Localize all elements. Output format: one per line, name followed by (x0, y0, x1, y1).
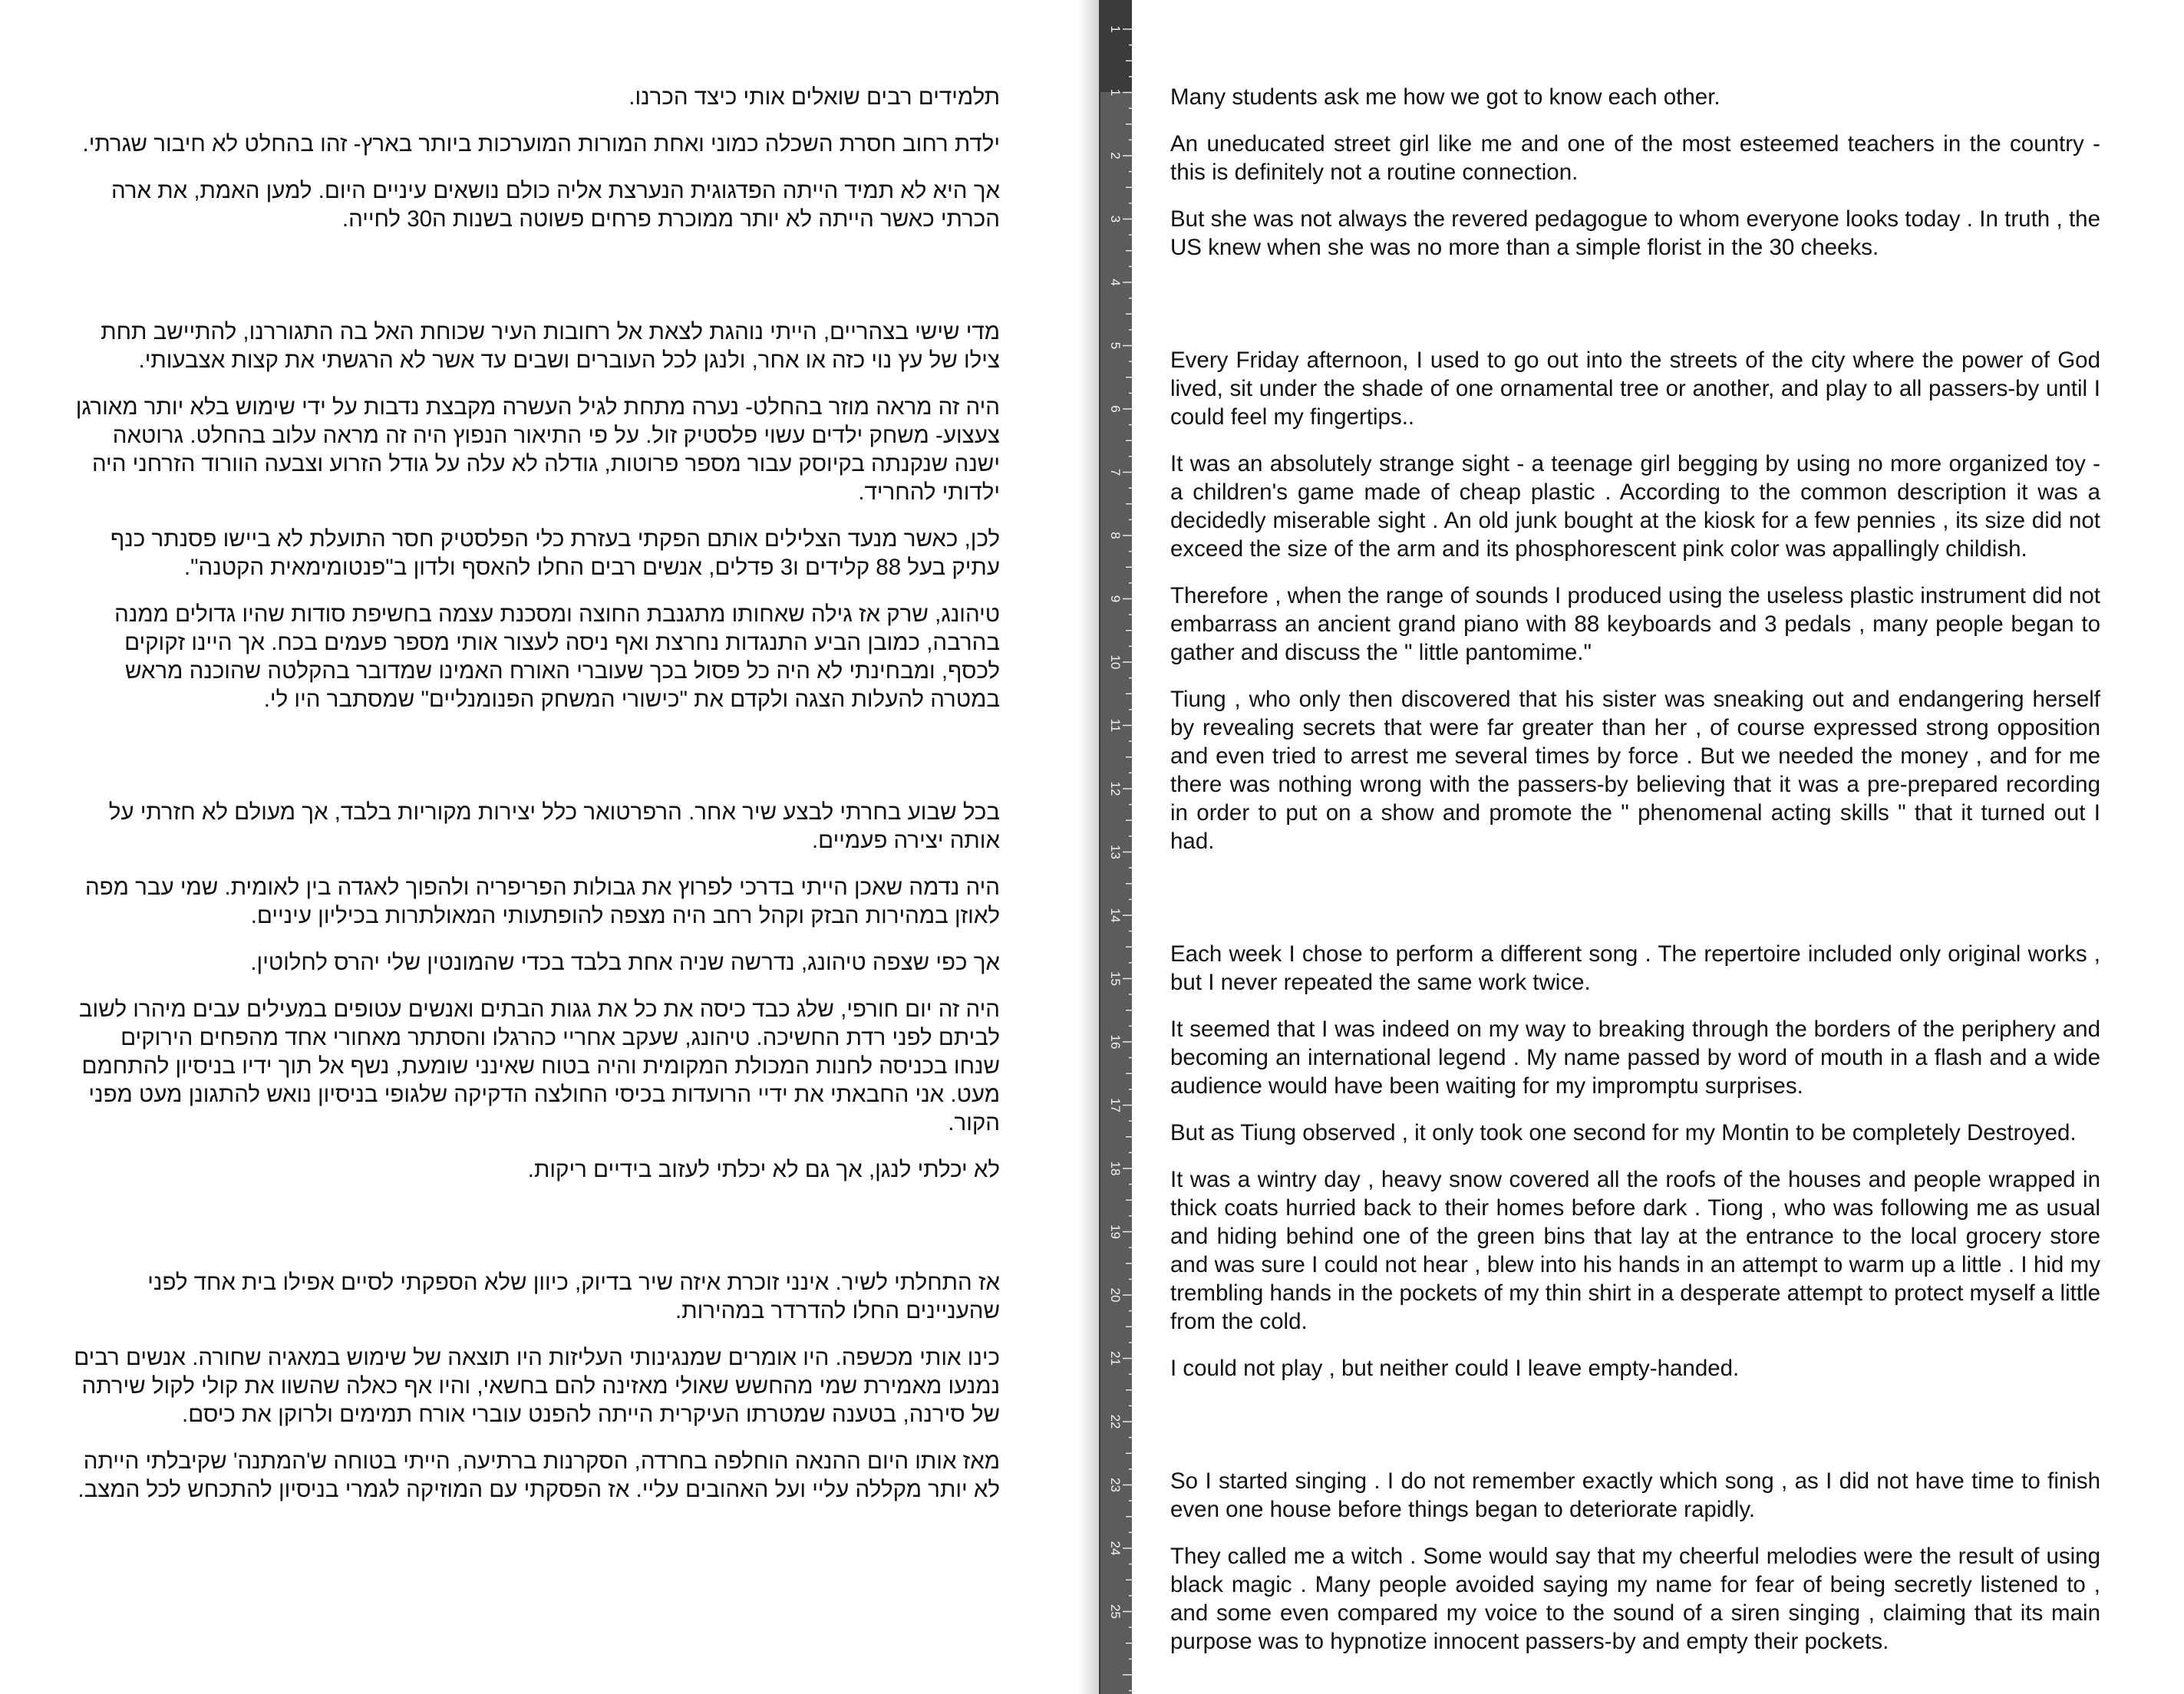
english-paragraph: Many students ask me how we got to know each other. (1170, 84, 1720, 110)
english-paragraph: I could not play , but neither could I leave empty-handed. (1170, 1356, 1740, 1381)
english-paragraph: It was a wintry day , heavy snow covered all the roofs of the houses and people wrapped in thick coats hurried back to their homes before dark . Tiong , who was following me as usual and hiding behind one of the green bins that lay at the entrance to the local grocery store and was sure I could not hear , blew into his hands in an attempt to warm up a little . I hid my trembling hands in the pockets of my thin shirt in a desperate attempt to protect myself a little from the cold. (1170, 1167, 2100, 1334)
ruler-number: 15 (1108, 971, 1123, 986)
hebrew-paragraph: היה נדמה שאכן הייתי בדרכי לפרוץ את גבולות הפריפריה ולהפוך לאגדה בין לאומית. שמי עבר מפה לאוזן במהירות הבזק וקהל רחב היה מצפה להופתעותי המאולתרות בכיליון עיניים. (84, 875, 1000, 928)
paragraph-gap (69, 252, 1000, 318)
hebrew-paragraph: מאז אותו היום ההנאה הוחלפה בחרדה, הסקרנות ברתיעה, הייתי בטוחה ש'המתנה' שקיבלתי הייתה לא יותר מקללה עליי ועל האהובים עליי. אז הפסקתי עם המוזיקה לגמרי בניסיון להתכחש לכל המצב. (78, 1448, 1000, 1502)
ruler-number: 12 (1108, 781, 1123, 796)
english-text-column (1170, 83, 2100, 1674)
ruler-number: 16 (1108, 1034, 1123, 1050)
ruler-number: 1 (1108, 88, 1123, 97)
ruler-number: 20 (1108, 1287, 1123, 1303)
paragraph-gap (1170, 1401, 2100, 1467)
vertical-ruler[interactable] (1099, 0, 1135, 1694)
english-page (1132, 0, 2184, 1694)
ruler-number: 19 (1108, 1224, 1123, 1239)
paragraph-gap (69, 1202, 1000, 1268)
hebrew-paragraph: אז התחלתי לשיר. אינני זוכרת איזה שיר בדיוק, כיוון שלא הספקתי לסיים אפילו בית אחד לפני שהעניינים החלו להדרדר במהירות. (147, 1270, 1000, 1323)
english-paragraph: Each week I chose to perform a different song . The repertoire included only original works , but I never repeated the same work twice. (1170, 941, 2100, 995)
hebrew-paragraph: היה זה מראה מוזר בהחלט- נערה מתחת לגיל העשרה מקבצת נדבות על ידי שימוש בלא יותר מאורגן צעצוע- משחק ילדים עשוי פלסטיק זול. על פי התיאור הנפוץ היה זה מראה עלוב בהחלט. גרוטאה ישנה שנקנתה בקיוסק עבור מספר פרוטות, גודלה לא עלה על גודל הזרוע וצבעה הוורוד הזרחני היה ילדותי להחריד. (75, 394, 1000, 505)
hebrew-paragraph: לא יכלתי לנגן, אך גם לא יכלתי לעזוב בידיים ריקות. (527, 1157, 1000, 1182)
english-paragraph: Every Friday afternoon, I used to go out into the streets of the city where the power of God lived, sit under the shade of one ornamental tree or another, and play to all passers-by until I could feel my fingertips.. (1170, 348, 2100, 430)
ruler-number: 21 (1108, 1351, 1123, 1366)
hebrew-paragraph: בכל שבוע בחרתי לבצע שיר אחר. הרפרטואר כלל יצירות מקוריות בלבד, אך מעולם לא חזרתי על אותה יצירה פעמיים. (108, 799, 1000, 853)
ruler-number: 9 (1108, 595, 1123, 603)
paragraph-gap (69, 732, 1000, 798)
ruler-number: 5 (1108, 341, 1123, 350)
hebrew-paragraph: טיהונג, שרק אז גילה שאחותו מתגנבת החוצה ומסכנת עצמה בחשיפת סודות שהיו גדולים ממנה בהרבה, כמובן הביע התנגדות נחרצת ואף ניסה לעצור אותי מספר פעמים בכח. אך היינו זקוקים לכסף, ומבחינתי לא היה כל פסול בכך שעוברי האורח האמינו שמדובר בהקלטה שהוכנה מראש במטרה להעלות הצגה ולקדם את "כישורי המשחק הפנומנליים" שמסתבר היו לי. (114, 601, 1000, 712)
hebrew-paragraph: אך היא לא תמיד הייתה הפדגוגית הנערצת אליה כולם נושאים עיניים היום. למען האמת, את ארה הכרתי כאשר הייתה לא יותר ממוכרת פרחים פשוטה בשנות ה30 לחייה. (111, 178, 1000, 232)
ruler-number: 23 (1108, 1478, 1123, 1492)
hebrew-text-column (69, 83, 1000, 1522)
paragraph-gap (1170, 280, 2100, 346)
ruler-number: 14 (1108, 908, 1123, 923)
ruler-number: 22 (1108, 1414, 1123, 1429)
english-paragraph: Therefore , when the range of sounds I produced using the useless plastic instrument did not embarrass an ancient grand piano with 88 keyboards and 3 pedals , many people began to gather and discuss the " little pantomime." (1170, 583, 2100, 665)
ruler-number: 8 (1108, 532, 1123, 539)
ruler-number: 25 (1108, 1604, 1123, 1619)
ruler-number: 3 (1108, 215, 1123, 223)
paragraph-gap (1170, 874, 2100, 940)
english-paragraph: Tiung , who only then discovered that his sister was sneaking out and endangering herself by revealing secrets that were far greater than her , of course expressed strong opposition and even tried to arrest me several times by force . But we needed the money , and for me there was nothing wrong with the passers-by believing that it was a pre-prepared recording in order to put on a show and promote the " phenomenal acting skills " that it turned out I had. (1170, 687, 2100, 854)
ruler-number: 11 (1108, 718, 1123, 733)
ruler-number: 4 (1108, 278, 1123, 286)
english-paragraph: But she was not always the revered pedagogue to whom everyone looks today . In truth , the US knew when she was no more than a simple florist in the 30 cheeks. (1170, 206, 2100, 260)
ruler-ticks (1100, 0, 1133, 1694)
ruler-number: 6 (1108, 405, 1123, 413)
hebrew-paragraph: לכן, כאשר מנעד הצלילים אותם הפקתי בעזרת כלי הפלסטיק חסר התועלת לא ביישו פסנתר כנף עתיק בעל 88 קלידים ו3 פדלים, אנשים רבים החלו להאסף ולדון ב"פנטומימאית הקטנה". (110, 526, 1000, 580)
hebrew-paragraph: כינו אותי מכשפה. היו אומרים שמנגינותי העליזות היו תוצאה של שימוש במאגיה שחורה. אנשים רבים נמנעו מאמירת שמי מהחשש שאולי מאזינה להם בחשאי, והיו אף כאלה שהשוו את קולי לקול שירתה של סירנה, בטענה שמטרתו העיקרית הייתה להפנט עוברי אורח תמימים ולרוקן את כיסם. (74, 1345, 1000, 1427)
page-edge-shadow (1078, 0, 1100, 1694)
ruler-number: 13 (1108, 845, 1123, 859)
english-paragraph: It was an absolutely strange sight - a teenage girl begging by using no more organized toy - a children's game made of cheap plastic . According to the common description it was a decidedly miserable sight . An old junk bought at the kiosk for a few pennies , its size did not exceed the size of the arm and its phosphorescent pink color was appallingly childish. (1170, 451, 2100, 562)
hebrew-paragraph: אך כפי שצפה טיהונג, נדרשה שניה אחת בלבד בכדי שהמונטין שלי יהרס לחלוטין. (250, 950, 1000, 975)
ruler-number: 7 (1108, 468, 1123, 476)
english-paragraph: So I started singing . I do not remember exactly which song , as I did not have time to finish even one house before things began to deteriorate rapidly. (1170, 1468, 2100, 1522)
ruler-number: 17 (1108, 1098, 1123, 1112)
hebrew-paragraph: תלמידים רבים שואלים אותי כיצד הכרנו. (628, 84, 1000, 110)
hebrew-paragraph: ילדת רחוב חסרת השכלה כמוני ואחת המורות המוערכות ביותר בארץ- זהו בהחלט לא חיבור שגרתי. (82, 131, 1000, 157)
hebrew-paragraph: מדי שישי בצהריים, הייתי נוהגת לצאת אל רחובות העיר שכוחת האל בה התגוררנו, להתיישב תחת צילו של עץ נוי כזה או אחר, ולנגן לכל העוברים ושבים עד אשר לא הרגשתי את קצות אצבעותי. (101, 319, 1000, 373)
ruler-number: 2 (1108, 152, 1123, 160)
english-paragraph: But as Tiung observed , it only took one second for my Montin to be completely Destroyed. (1170, 1120, 2077, 1145)
english-paragraph: An uneducated street girl like me and one of the most esteemed teachers in the country - this is definitely not a routine connection. (1170, 131, 2100, 185)
ruler-number: 10 (1108, 654, 1123, 670)
english-paragraph: It seemed that I was indeed on my way to breaking through the borders of the periphery and becoming an international legend . My name passed by word of mouth in a flash and a wide audience would have been waiting for my impromptu surprises. (1170, 1017, 2100, 1099)
english-paragraph: They called me a witch . Some would say that my cheerful melodies were the result of using black magic . Many people avoided saying my name for fear of being secretly listened to , and some even compared my voice to the sound of a siren singing , claiming that its main purpose was to hypnotize innocent passers-by and empty their pockets. (1170, 1544, 2100, 1654)
ruler-number: 1 (1108, 25, 1123, 33)
ruler-number: 24 (1108, 1541, 1123, 1556)
hebrew-paragraph: היה זה יום חורפי, שלג כבד כיסה את כל את גגות הבתים ואנשים עטופים במעילים עבים מיהרו לשוב לביתם לפני רדת החשיכה. טיהונג, שעקב אחריי כהרגלו והסתתר מאחורי אחד מהפחים הירוקים שנחו בכניסה לחנות המכולת המקומית והיה בטוח שאינני שומעת, נשף אל תוך ידיו בניסיון להתחמם מעט. אני החבאתי את ידיי הרועדות בכיסי החולצה הדקיקה שלגופי בניסיון נואש להתגונן מעט מפני הקור. (78, 997, 1000, 1135)
ruler-number: 18 (1108, 1161, 1123, 1176)
